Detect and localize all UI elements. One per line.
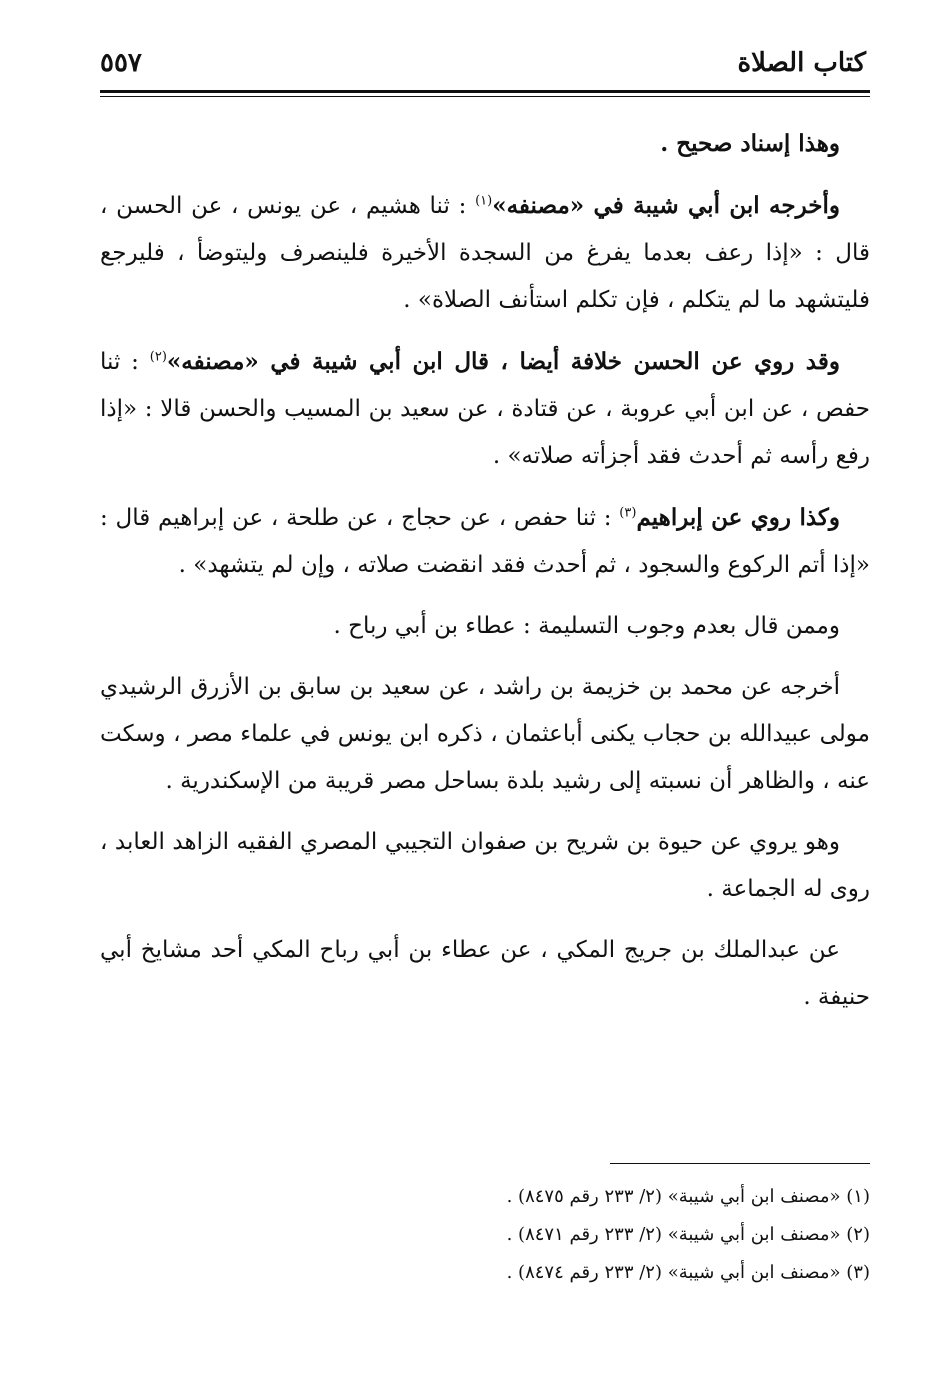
paragraph-5 bbox=[100, 603, 870, 650]
page-header bbox=[100, 40, 870, 88]
book-page bbox=[100, 40, 870, 1360]
paragraph-1-bold: وهذا إسناد صحيح . bbox=[660, 130, 840, 157]
footnote-separator bbox=[610, 1163, 870, 1164]
footnote-ref-2: (٢) bbox=[149, 349, 167, 365]
paragraph-8 bbox=[100, 927, 870, 1021]
paragraph-7 bbox=[100, 819, 870, 913]
footnote-3: (٣) «مصنف ابن أبي شيبة» (٢/ ٢٣٣ رقم ٨٤٧٤) . bbox=[506, 1262, 870, 1283]
paragraph-6 bbox=[100, 664, 870, 805]
page-number: ٥٥٧ bbox=[100, 48, 142, 78]
paragraph-5-text: وممن قال بعدم وجوب التسليمة : عطاء بن أبي رباح . bbox=[333, 613, 840, 639]
paragraph-4-bold: وكذا روي عن إبراهيم bbox=[636, 504, 840, 531]
footnote-2: (٢) «مصنف ابن أبي شيبة» (٢/ ٢٣٣ رقم ٨٤٧١) . bbox=[506, 1224, 870, 1245]
paragraph-4 bbox=[100, 494, 870, 589]
footnotes bbox=[100, 1178, 870, 1292]
main-text bbox=[100, 120, 870, 1035]
paragraph-3 bbox=[100, 338, 870, 480]
footnote-ref-3: (٣) bbox=[619, 505, 637, 521]
paragraph-2 bbox=[100, 182, 870, 324]
paragraph-2-bold: وأخرجه ابن أبي شيبة في «مصنفه» bbox=[492, 192, 841, 219]
header-rule-thin bbox=[100, 96, 870, 97]
chapter-title: كتاب الصلاة bbox=[737, 48, 866, 78]
paragraph-8-text: عن عبدالملك بن جريج المكي ، عن عطاء بن أبي رباح المكي أحد مشايخ أبي حنيفة . bbox=[100, 937, 870, 1010]
header-rule-thick bbox=[100, 90, 870, 93]
paragraph-2-text: : ثنا هشيم ، عن يونس ، عن الحسن ، قال : «إذا رعف بعدما يفرغ من السجدة الأخيرة فلينصرف وليتوضأ ، فليرجع فليتشهد ما لم يتكلم ، فإن تكلم استأنف الصلاة» . bbox=[100, 193, 870, 313]
paragraph-1 bbox=[100, 120, 870, 168]
paragraph-3-bold: وقد روي عن الحسن خلافة أيضا ، قال ابن أبي شيبة في «مصنفه» bbox=[166, 348, 840, 375]
paragraph-6-text: أخرجه عن محمد بن خزيمة بن راشد ، عن سعيد بن سابق بن الأزرق الرشيدي مولى عبيدالله بن حجاب يكنى أباعثمان ، ذكره ابن يونس في علماء مصر ، وسكت عنه ، والظاهر أن نسبته إلى رشيد بلدة بساحل مصر قريبة من الإسكندرية . bbox=[100, 674, 870, 794]
footnote-ref-1: (١) bbox=[475, 193, 493, 209]
paragraph-3-text: : ثنا حفص ، عن ابن أبي عروبة ، عن قتادة ، عن سعيد بن المسيب والحسن قالا : «إذا رفع رأسه ثم أحدث فقد أجزأته صلاته» . bbox=[100, 349, 870, 469]
paragraph-4-text: : ثنا حفص ، عن حجاج ، عن طلحة ، عن إبراهيم قال : «إذا أتم الركوع والسجود ، ثم أحدث فقد انقضت صلاته ، وإن لم يتشهد» . bbox=[100, 505, 870, 578]
footnote-1: (١) «مصنف ابن أبي شيبة» (٢/ ٢٣٣ رقم ٨٤٧٥) . bbox=[506, 1186, 870, 1207]
paragraph-7-text: وهو يروي عن حيوة بن شريح بن صفوان التجيبي المصري الفقيه الزاهد العابد ، روى له الجماعة . bbox=[100, 829, 870, 902]
